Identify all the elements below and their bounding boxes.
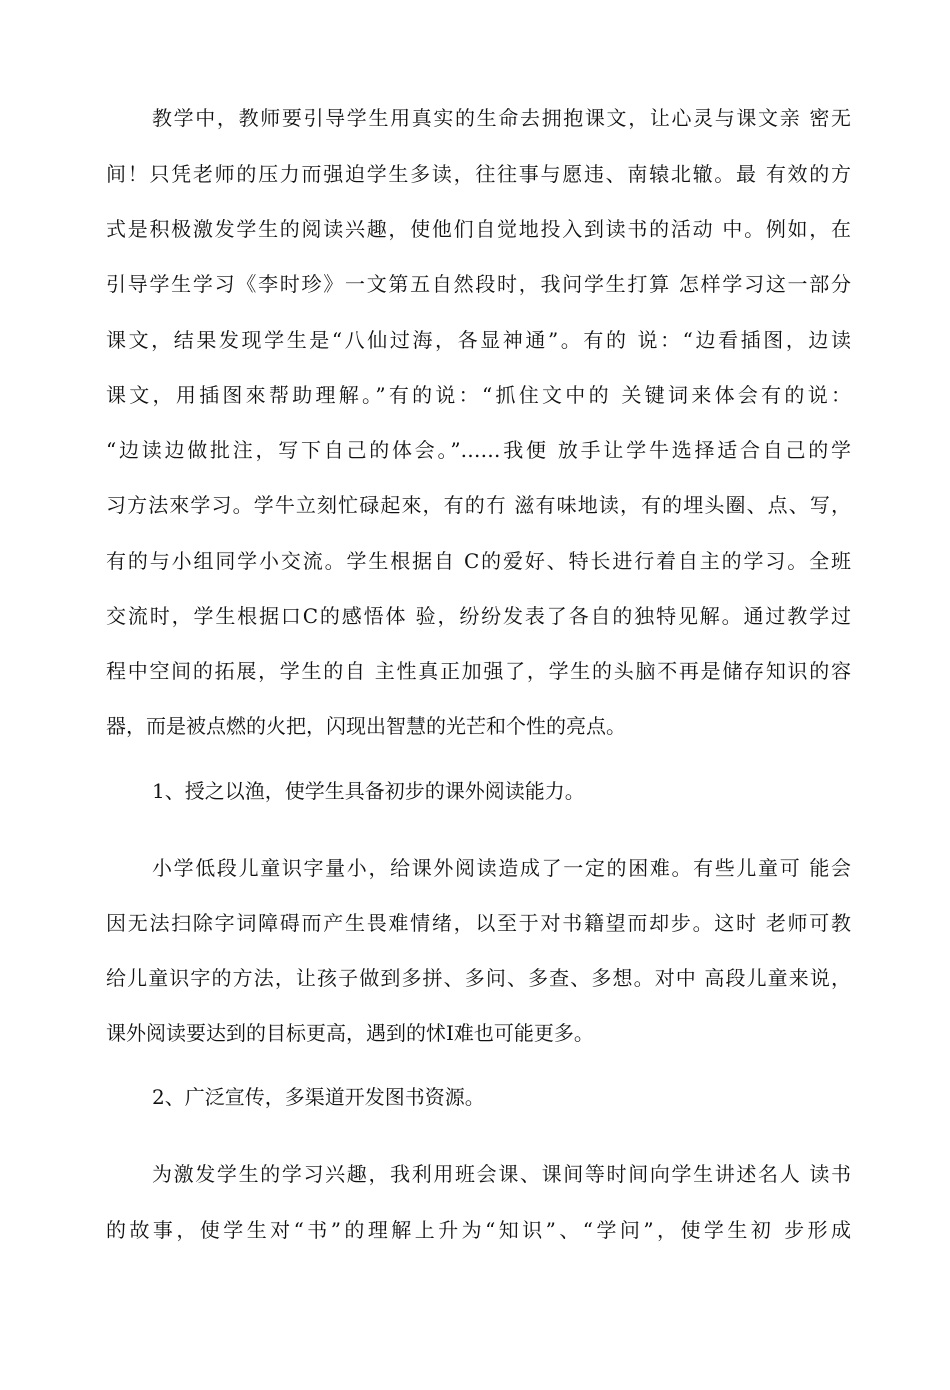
paragraph-line: 课文，结果发现学生是“八仙过海，各显神通”。有的 说：“边看插图，边读 <box>106 328 851 352</box>
paragraph-line: 课外阅读要达到的目标更高，遇到的怵I难也可能更多。 <box>106 1021 594 1045</box>
paragraph-line: 的故事，使学生对“书”的理解上升为“知识”、“学问”，使学生初 步形成 <box>106 1218 851 1242</box>
paragraph-line: 交流时，学生根据口C的感悟体 验，纷纷发表了各自的独特见解。通过教学过 <box>106 604 851 628</box>
paragraph-line: 有的与小组同学小交流。学生根据自 C的爱好、特长进行着自主的学习。全班 <box>106 549 851 573</box>
paragraph-line: 给儿童识字的方法，让孩子做到多拼、多问、多查、多想。对中 高段儿童来说， <box>106 966 851 990</box>
paragraph-line: 因无法扫除字词障碍而产生畏难情绪，以至于对书籍望而却步。这时 老师可教 <box>106 911 851 935</box>
paragraph-line: 教学中，教师要引导学生用真实的生命去拥抱课文，让心灵与课文亲 密无 <box>152 106 851 130</box>
paragraph-line: 器，而是被点燃的火把，闪现出智慧的光芒和个性的亮点。 <box>106 714 626 738</box>
paragraph-line: 小学低段儿童识字量小，给课外阅读造成了一定的困难。有些儿童可 能会 <box>152 856 851 880</box>
paragraph-line: 习方法來学习。学牛立刻忙碌起來，有的冇 滋有味地读，有的埋头圈、点、写， <box>106 493 851 517</box>
paragraph-line: 间！只凭老师的压力而强迫学生多读，往往事与愿违、南辕北辙。最 有效的方 <box>106 162 851 186</box>
paragraph-line: “边读边做批注，写下自己的体会。”……我便 放手让学牛选择适合自己的学 <box>106 438 851 462</box>
section-heading: 1、授之以渔，使学生具备初步的课外阅读能力。 <box>152 779 585 803</box>
paragraph-line: 式是积极激发学生的阅读兴趣，使他们自觉地投入到读书的活动 中。例如，在 <box>106 217 851 241</box>
section-heading: 2、广泛宣传，多渠道开发图书资源。 <box>152 1085 485 1109</box>
paragraph-line: 引导学生学习《李时珍》一文第五自然段时，我问学生打算 怎样学习这一部分 <box>106 272 851 296</box>
paragraph-line: 课文，用插图來帮助理解。”有的说：“抓住文中的 关键词来体会有的说： <box>106 383 851 407</box>
paragraph-line: 为激发学生的学习兴趣，我利用班会课、课间等时间向学生讲述名人 读书 <box>152 1162 851 1186</box>
paragraph-line: 程中空间的拓展，学生的自 主性真正加强了，学生的头脑不再是储存知识的容 <box>106 659 851 683</box>
